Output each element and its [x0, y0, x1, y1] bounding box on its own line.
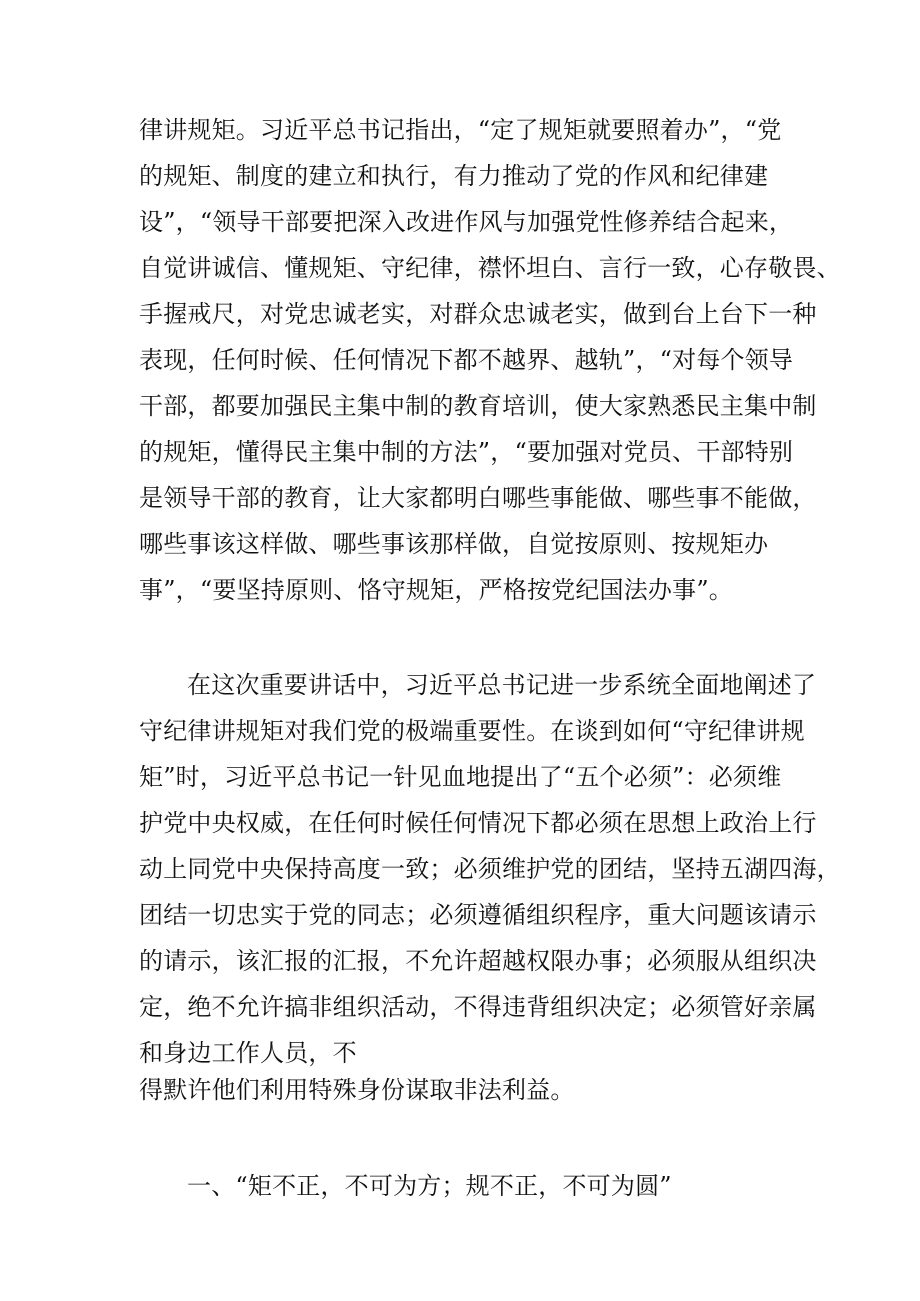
- paragraph-1-line: 手握戒尺，对党忠诚老实，对群众忠诚老实，做到台上台下一种: [139, 300, 817, 328]
- paragraph-2-line: 守纪律讲规矩对我们党的极端重要性。在谈到如何“守纪律讲规: [139, 717, 805, 745]
- paragraph-1-line: 干部，都要加强民主集中制的教育培训，使大家熟悉民主集中制: [139, 392, 817, 420]
- paragraph-2-line: 动上同党中央保持高度一致；必须维护党的团结，坚持五湖四海，: [139, 855, 841, 883]
- paragraph-2-line: 和身边工作人员，不: [139, 1039, 357, 1067]
- paragraph-1-line: 事”，“要坚持原则、恪守规矩，严格按党纪国法办事”。: [139, 576, 734, 604]
- paragraph-1-line: 的规矩、制度的建立和执行，有力推动了党的作风和纪律建: [139, 162, 769, 190]
- paragraph-1-line: 哪些事该这样做、哪些事该那样做，自觉按原则、按规矩办: [139, 530, 769, 558]
- section-heading: 一、“矩不正，不可为方；规不正，不可为圆”: [187, 1172, 672, 1200]
- paragraph-2-line: 护党中央权威，在任何时候任何情况下都必须在思想上政治上行: [139, 809, 817, 837]
- paragraph-2-line: 在这次重要讲话中，习近平总书记进一步系统全面地阐述了: [187, 671, 817, 699]
- paragraph-2-line: 定，绝不允许搞非组织活动，不得违背组织决定；必须管好亲属: [139, 993, 817, 1021]
- paragraph-1-line: 是领导干部的教育，让大家都明白哪些事能做、哪些事不能做，: [139, 484, 817, 512]
- paragraph-1-line: 表现，任何时候、任何情况下都不越界、越轨”，“对每个领导: [139, 346, 794, 374]
- paragraph-2-line: 团结一切忠实于党的同志；必须遵循组织程序，重大问题该请示: [139, 901, 817, 929]
- paragraph-2-line: 得默许他们利用特殊身份谋取非法利益。: [139, 1076, 575, 1104]
- paragraph-2-line: 的请示，该汇报的汇报，不允许超越权限办事；必须服从组织决: [139, 947, 817, 975]
- paragraph-1-line: 设”，“领导干部要把深入改进作风与加强党性修养结合起来，: [139, 208, 794, 236]
- paragraph-1-line: 的规矩，懂得民主集中制的方法”，“要加强对党员、干部特别: [139, 438, 794, 466]
- paragraph-1-line: 律讲规矩。习近平总书记指出，“定了规矩就要照着办”，“党: [139, 116, 782, 144]
- paragraph-2-line: 矩”时，习近平总书记一针见血地提出了“五个必须”：必须维: [139, 763, 782, 791]
- paragraph-1-line: 自觉讲诚信、懂规矩、守纪律，襟怀坦白、言行一致，心存敬畏、: [139, 254, 841, 282]
